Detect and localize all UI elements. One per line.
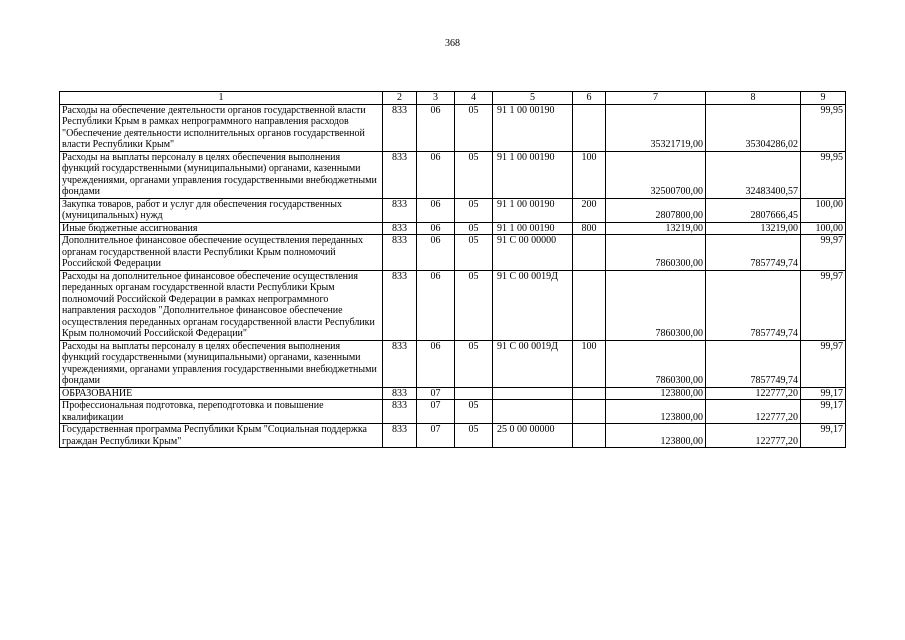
subsection-code: 05 (455, 222, 493, 235)
executed-amount: 122777,20 (706, 387, 801, 400)
subsection-code: 05 (455, 198, 493, 222)
header-cell: 4 (455, 92, 493, 105)
table-row (60, 400, 846, 424)
executed-amount: 35304286,02 (706, 104, 801, 151)
subsection-code: 05 (455, 151, 493, 198)
ministry-code: 833 (383, 387, 417, 400)
section-code: 06 (417, 104, 455, 151)
ministry-code: 833 (383, 104, 417, 151)
expense-name: Иные бюджетные ассигнования (60, 222, 383, 235)
ministry-code: 833 (383, 424, 417, 448)
header-cell: 9 (801, 92, 846, 105)
page-number: 368 (445, 38, 460, 49)
expense-type-code (573, 235, 606, 271)
expense-type-code (573, 104, 606, 151)
execution-percent: 99,17 (801, 424, 846, 448)
header-cell: 1 (60, 92, 383, 105)
execution-percent: 99,97 (801, 235, 846, 271)
expense-name: ОБРАЗОВАНИЕ (60, 387, 383, 400)
target-article-code: 91 1 00 00190 (493, 222, 573, 235)
ministry-code: 833 (383, 270, 417, 340)
planned-amount: 32500700,00 (606, 151, 706, 198)
planned-amount: 123800,00 (606, 424, 706, 448)
execution-percent: 99,17 (801, 400, 846, 424)
header-cell: 8 (706, 92, 801, 105)
header-cell: 3 (417, 92, 455, 105)
ministry-code: 833 (383, 235, 417, 271)
target-article-code (493, 387, 573, 400)
subsection-code: 05 (455, 340, 493, 387)
ministry-code: 833 (383, 198, 417, 222)
execution-percent: 99,97 (801, 270, 846, 340)
expense-type-code (573, 270, 606, 340)
table-row (60, 151, 846, 198)
subsection-code: 05 (455, 400, 493, 424)
expense-type-code: 100 (573, 340, 606, 387)
header-cell: 2 (383, 92, 417, 105)
expense-name: Закупка товаров, работ и услуг для обеспечения государственных (муниципальных) нужд (60, 198, 383, 222)
section-code: 06 (417, 198, 455, 222)
executed-amount: 122777,20 (706, 424, 801, 448)
planned-amount: 7860300,00 (606, 340, 706, 387)
expense-name: Расходы на обеспечение деятельности органов государственной власти Республики Крым в рамках непрограммного направления расходов "Обеспечение деятельности исполнительных органов государственной власти Республики Крым" (60, 104, 383, 151)
expense-name: Расходы на выплаты персоналу в целях обеспечения выполнения функций государственными (муниципальными) органами, казенными учреждениями, органами управления государственными внебюджетными фондами (60, 151, 383, 198)
target-article-code: 91 С 00 0019Д (493, 270, 573, 340)
expense-name: Дополнительное финансовое обеспечение осуществления переданных органам государственной власти Республики Крым полномочий Российской Федерации (60, 235, 383, 271)
expense-name: Профессиональная подготовка, переподготовка и повышение квалификации (60, 400, 383, 424)
planned-amount: 2807800,00 (606, 198, 706, 222)
header-cell: 5 (493, 92, 573, 105)
table-row (60, 424, 846, 448)
subsection-code: 05 (455, 235, 493, 271)
table-row (60, 387, 846, 400)
table-row (60, 270, 846, 340)
expense-type-code (573, 387, 606, 400)
execution-percent: 100,00 (801, 222, 846, 235)
target-article-code: 91 1 00 00190 (493, 151, 573, 198)
header-cell: 7 (606, 92, 706, 105)
execution-percent: 100,00 (801, 198, 846, 222)
planned-amount: 123800,00 (606, 400, 706, 424)
subsection-code: 05 (455, 104, 493, 151)
execution-percent: 99,97 (801, 340, 846, 387)
planned-amount: 7860300,00 (606, 235, 706, 271)
section-code: 06 (417, 151, 455, 198)
execution-percent: 99,95 (801, 104, 846, 151)
ministry-code: 833 (383, 400, 417, 424)
target-article-code: 91 1 00 00190 (493, 104, 573, 151)
planned-amount: 123800,00 (606, 387, 706, 400)
table-row (60, 198, 846, 222)
budget-table (59, 91, 846, 448)
expense-type-code: 100 (573, 151, 606, 198)
ministry-code: 833 (383, 340, 417, 387)
table-row (60, 235, 846, 271)
section-code: 06 (417, 222, 455, 235)
executed-amount: 13219,00 (706, 222, 801, 235)
table-header-row (60, 92, 846, 105)
expense-type-code (573, 400, 606, 424)
executed-amount: 7857749,74 (706, 235, 801, 271)
planned-amount: 35321719,00 (606, 104, 706, 151)
execution-percent: 99,95 (801, 151, 846, 198)
executed-amount: 122777,20 (706, 400, 801, 424)
section-code: 07 (417, 387, 455, 400)
expense-name: Государственная программа Республики Крым "Социальная поддержка граждан Республики Крым" (60, 424, 383, 448)
executed-amount: 7857749,74 (706, 340, 801, 387)
executed-amount: 7857749,74 (706, 270, 801, 340)
section-code: 07 (417, 400, 455, 424)
ministry-code: 833 (383, 151, 417, 198)
section-code: 06 (417, 235, 455, 271)
execution-percent: 99,17 (801, 387, 846, 400)
subsection-code (455, 387, 493, 400)
planned-amount: 13219,00 (606, 222, 706, 235)
executed-amount: 2807666,45 (706, 198, 801, 222)
subsection-code: 05 (455, 424, 493, 448)
section-code: 07 (417, 424, 455, 448)
target-article-code (493, 400, 573, 424)
target-article-code: 91 1 00 00190 (493, 198, 573, 222)
target-article-code: 91 С 00 0019Д (493, 340, 573, 387)
executed-amount: 32483400,57 (706, 151, 801, 198)
table-row (60, 340, 846, 387)
header-cell: 6 (573, 92, 606, 105)
subsection-code: 05 (455, 270, 493, 340)
section-code: 06 (417, 270, 455, 340)
section-code: 06 (417, 340, 455, 387)
target-article-code: 25 0 00 00000 (493, 424, 573, 448)
expense-name: Расходы на выплаты персоналу в целях обеспечения выполнения функций государственными (муниципальными) органами, казенными учреждениями, органами управления государственными внебюджетными фондами (60, 340, 383, 387)
target-article-code: 91 С 00 00000 (493, 235, 573, 271)
table-row (60, 104, 846, 151)
expense-type-code: 800 (573, 222, 606, 235)
planned-amount: 7860300,00 (606, 270, 706, 340)
expense-type-code: 200 (573, 198, 606, 222)
table-row (60, 222, 846, 235)
expense-type-code (573, 424, 606, 448)
ministry-code: 833 (383, 222, 417, 235)
expense-name: Расходы на дополнительное финансовое обеспечение осуществления переданных органам государственной власти Республики Крым полномочий Российской Федерации в рамках непрограммного направления расходов "Дополнительное финансовое обеспечение осуществления переданных органам государственной власти Республики Крым полномочий Российской Федерации" (60, 270, 383, 340)
